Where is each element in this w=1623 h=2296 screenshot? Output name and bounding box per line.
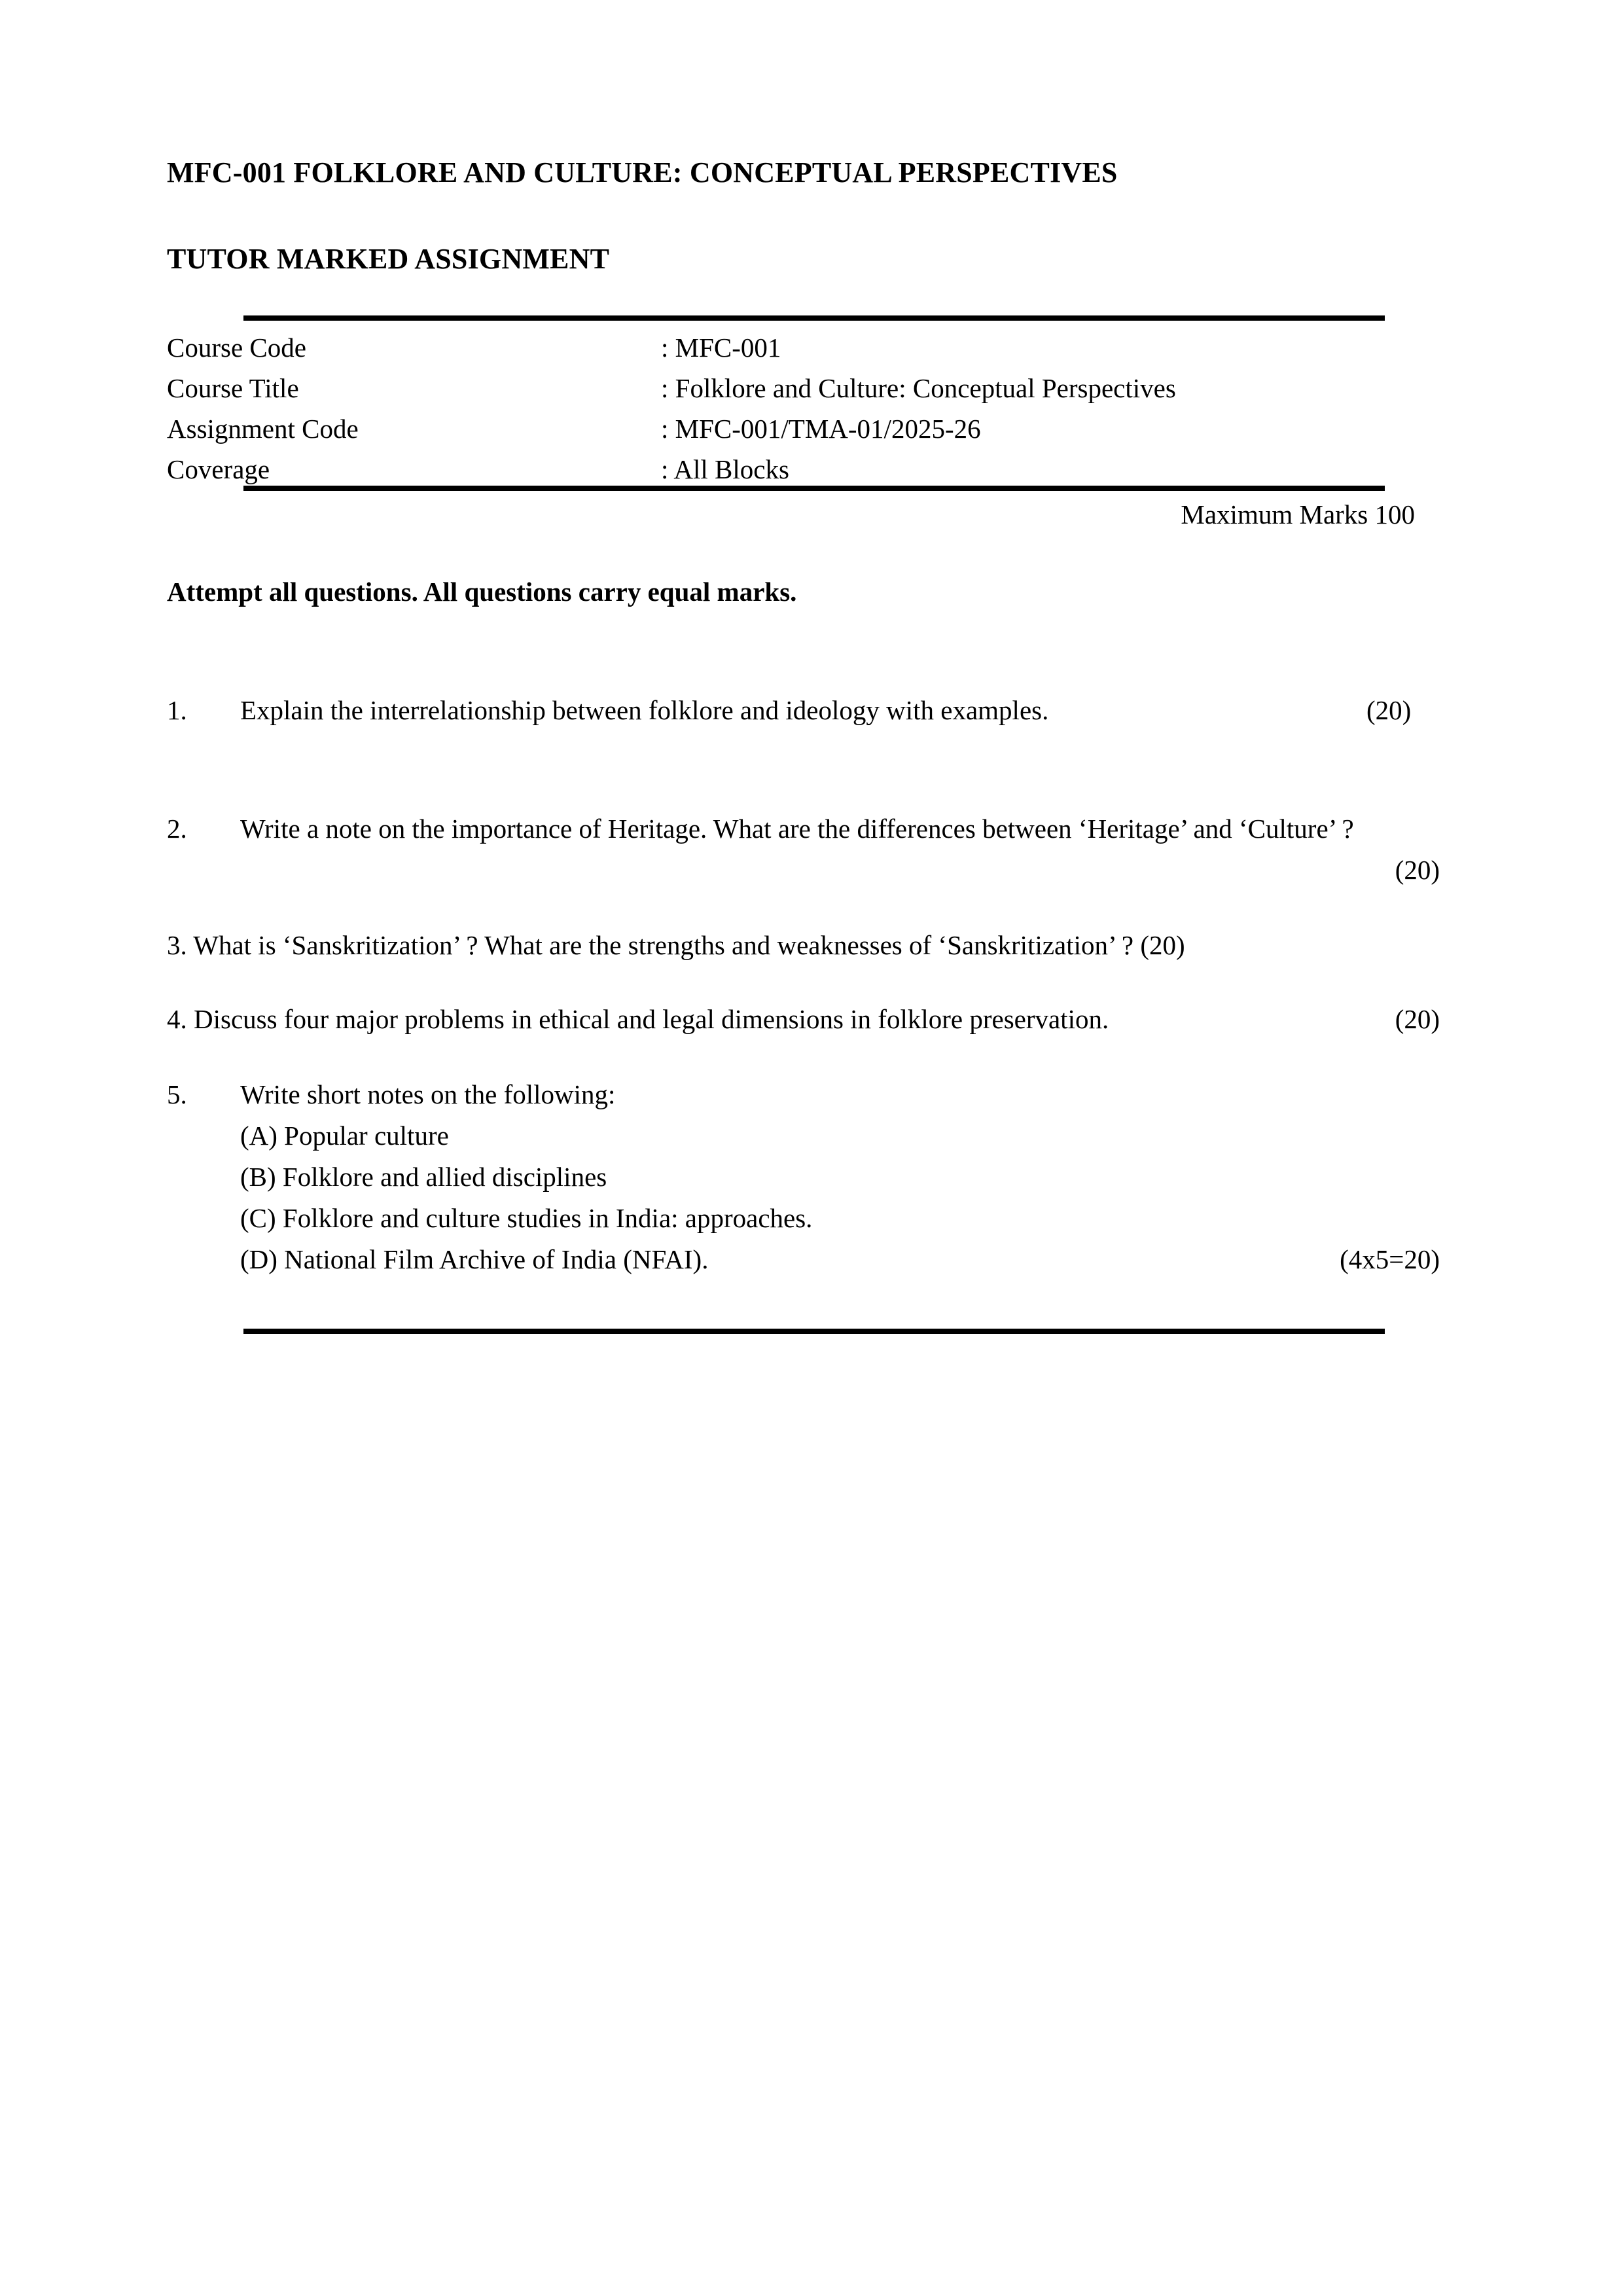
question-5-subitem-d (167, 1239, 1440, 1280)
maximum-marks: Maximum Marks 100 (1181, 499, 1415, 529)
question-text-3: What is ‘Sanskritization’ ? What are the strengths and weaknesses of ‘Sanskritization’ ? (193, 930, 1134, 960)
question-text-4: Discuss four major problems in ethical and legal dimensions in folklore preservation. (194, 1004, 1109, 1034)
question-text-1: Explain the interrelationship between folklore and ideology with examples. (240, 695, 1049, 725)
instruction-text: Attempt all questions. All questions carry equal marks. (167, 577, 797, 607)
spacer (167, 731, 1440, 808)
question-5-subitem-d-label: (D) National Film Archive of India (NFAI). (240, 1244, 709, 1274)
question-5-subitem-a (167, 1115, 1440, 1157)
page-title: MFC-001 FOLKLORE AND CULTURE: CONCEPTUAL PERSPECTIVES (167, 156, 1118, 188)
course-meta-table (167, 327, 1410, 490)
question-item-1: (20) 1. Explain the interrelationship between folklore and ideology with examples. (167, 690, 1440, 731)
question-5-subitem-c-label: (C) Folklore and culture studies in India: approaches. (240, 1203, 813, 1233)
divider-top (243, 315, 1385, 321)
meta-label-coverage: Coverage (167, 454, 270, 484)
meta-value-course-title: : Folklore and Culture: Conceptual Perspectives (661, 373, 1176, 403)
assignment-type-heading: TUTOR MARKED ASSIGNMENT (167, 243, 610, 275)
question-number-3: 3. (167, 930, 187, 960)
spacer (167, 966, 1440, 999)
divider-middle (243, 486, 1385, 491)
question-text-5: Write short notes on the following: (240, 1079, 616, 1109)
question-5-subitem-b (167, 1157, 1440, 1198)
question-marks-5: (4x5=20) (1340, 1244, 1440, 1274)
table-row (167, 327, 1410, 368)
question-5-subitem-b-label: (B) Folklore and allied disciplines (240, 1162, 607, 1192)
question-item-5 (167, 1074, 1440, 1115)
spacer (167, 891, 1440, 925)
question-5-subitem-a-label: (A) Popular culture (240, 1121, 449, 1151)
question-item-4 (167, 999, 1440, 1040)
meta-value-assignment-code: : MFC-001/TMA-01/2025-26 (661, 414, 981, 444)
question-number-2: 2. (167, 814, 187, 844)
question-marks-4: (20) (1395, 1004, 1440, 1034)
question-number-4: 4. (167, 1004, 187, 1034)
question-list (167, 690, 1440, 1280)
question-marks-3: (20) (1140, 930, 1185, 960)
question-text-2: Write a note on the importance of Heritage. What are the differences between ‘Heritage’ and ‘Culture’ ? (240, 814, 1354, 844)
meta-value-course-code: : MFC-001 (661, 332, 781, 363)
question-marks-2: (20) (1395, 855, 1440, 885)
question-5-subitem-c (167, 1198, 1440, 1239)
question-number-1: 1. (167, 695, 187, 725)
meta-label-assignment-code: Assignment Code (167, 414, 359, 444)
meta-label-course-title: Course Title (167, 373, 299, 403)
question-item-3 (167, 925, 1440, 966)
spacer (167, 1040, 1440, 1074)
table-row (167, 368, 1410, 408)
meta-value-coverage: : All Blocks (661, 454, 789, 484)
meta-label-course-code: Course Code (167, 332, 306, 363)
divider-bottom (243, 1329, 1385, 1334)
question-number-5: 5. (167, 1079, 187, 1109)
table-row (167, 408, 1410, 449)
question-item-2 (167, 808, 1440, 891)
table-row (167, 449, 1410, 490)
